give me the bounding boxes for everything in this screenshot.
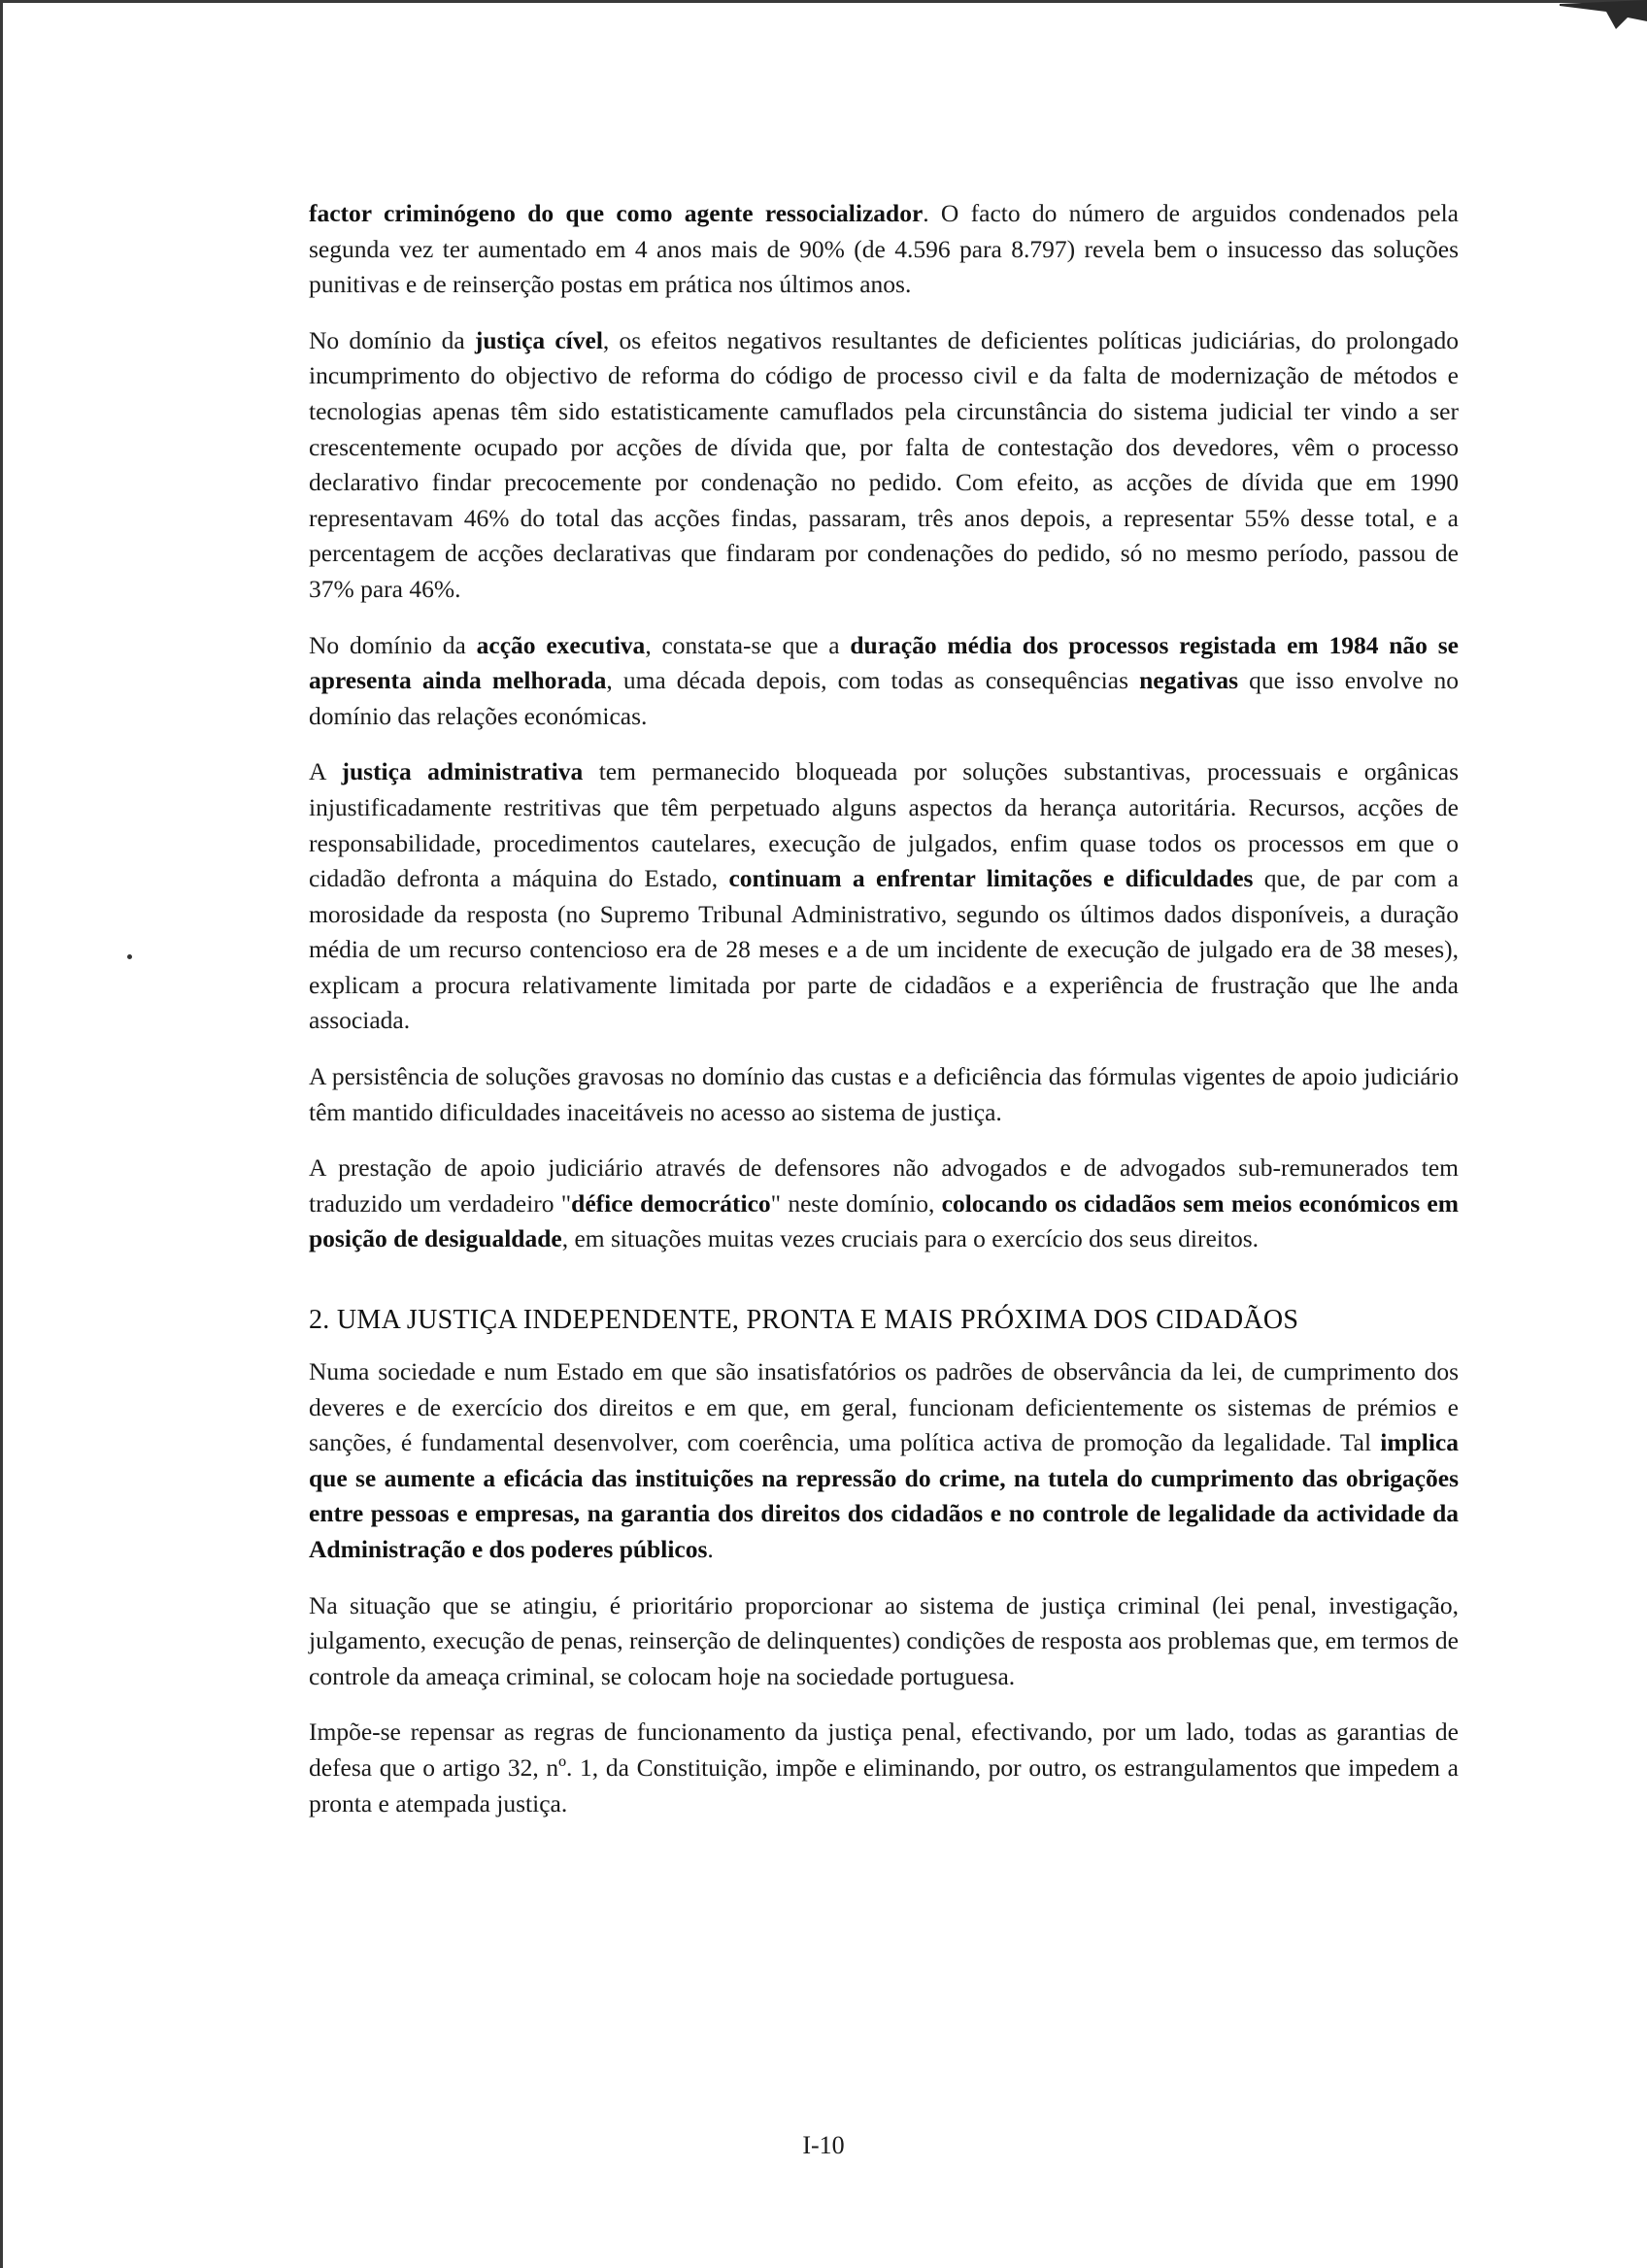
document-body (309, 196, 1459, 1842)
page-number: I-10 (802, 2131, 845, 2159)
paragraph (309, 1059, 1459, 1130)
paragraph (309, 1588, 1459, 1695)
text-segment: Impõe-se repensar as regras de funcionamento da justiça penal, efectivando, por um lado, todas as garantias de defesa que o artigo 32, nº. 1, da Constituição, impõe e eliminando, por outro, os estrangulamentos que impedem a pronta e atempada justiça. (309, 1718, 1459, 1818)
paragraph (309, 628, 1459, 735)
paragraph (309, 1715, 1459, 1821)
text-segment: No domínio da (309, 630, 477, 659)
paragraph (309, 1151, 1459, 1257)
scan-corner-mark (1560, 0, 1647, 39)
text-segment: , constata-se que a (645, 630, 851, 659)
scan-edge-left (0, 0, 12, 2268)
bold-text: acção executiva (476, 630, 646, 659)
paragraph (309, 1354, 1459, 1568)
text-segment: A persistência de soluções gravosas no domínio das custas e a deficiência das fórmulas vigentes de apoio judiciário têm mantido dificuldades inaceitáveis no acesso ao sistema de justiça. (309, 1062, 1459, 1126)
paragraph (309, 754, 1459, 1039)
text-segment: tem permanecido bloqueada por soluções substantivas, processuais e orgânicas injustificadamente restritivas que têm perpetuado alguns aspectos da herança autoritária. Recursos, acções de responsabilidade, procedimentos cautelares, execução de julgados, enfim quase todos os processos em que o cidadão defronta a máquina do Estado, (309, 757, 1459, 893)
bold-text: negativas (1139, 666, 1239, 695)
text-segment: No domínio da (309, 325, 475, 354)
bold-text: factor criminógeno do que como agente ressocializador (309, 199, 924, 227)
text-segment: Numa sociedade e num Estado em que são insatisfatórios os padrões de observância da lei, de cumprimento dos deveres e de exercício dos direitos e em que, em geral, funcionam deficientemente os sistemas de prémios e sanções, é fundamental desenvolver, com coerência, uma política activa de promoção da legalidade. Tal (309, 1357, 1459, 1457)
bold-text: justiça cível (474, 325, 603, 354)
bold-text: implica que se aumente a eficácia das instituições na repressão do crime, na tutela do cumprimento das obrigações entre pessoas e empresas, na garantia dos direitos dos cidadãos e no controle de legalidade da actividade da Administração e dos poderes públicos (309, 1428, 1459, 1563)
text-segment: Na situação que se atingiu, é prioritário proporcionar ao sistema de justiça criminal (lei penal, investigação, julgamento, execução de penas, reinserção de delinquentes) condições de resposta aos problemas que, em termos de controle da ameaça criminal, se colocam hoje na sociedade portuguesa. (309, 1590, 1459, 1690)
scan-edge-top (0, 0, 1647, 14)
bold-text: défice democrático (571, 1188, 771, 1217)
bold-text: continuam a enfrentar limitações e dificuldades (728, 864, 1254, 893)
stray-dot (127, 954, 132, 959)
text-segment: A (309, 757, 342, 786)
text-segment: , uma década depois, com todas as consequências (606, 666, 1140, 695)
paragraph (309, 196, 1459, 303)
bold-text: colocando os cidadãos sem meios económicos em posição de desigualdade (309, 1188, 1459, 1253)
text-segment: , os efeitos negativos resultantes de deficientes políticas judiciárias, do prolongado incumprimento do objectivo de reforma do código de processo civil e da falta de modernização de métodos e tecnologias apenas têm sido estatisticamente camuflados pela circunstância do sistema judicial ter vindo a ser crescentemente ocupado por acções de dívida que, por falta de contestação dos devedores, vêm o processo declarativo findar precocemente por condenação no pedido. Com efeito, as acções de dívida que em 1990 representavam 46% do total das acções findas, passaram, três anos depois, a representar 55% desse total, e a percentagem de acções declarativas que findaram por condenações do pedido, só no mesmo período, passou de 37% para 46%. (309, 325, 1459, 603)
bold-text: justiça administrativa (341, 757, 584, 786)
text-segment: que isso envolve no domínio das relações económicas. (309, 666, 1459, 730)
section-heading: 2. UMA JUSTIÇA INDEPENDENTE, PRONTA E MAIS PRÓXIMA DOS CIDADÃOS (309, 1305, 1299, 1336)
text-segment: . (707, 1535, 714, 1563)
text-segment: que, de par com a morosidade da resposta (no Supremo Tribunal Administrativo, segundo os últimos dados disponíveis, a duração média de um recurso contencioso era de 28 meses e a de um incidente de execução de julgado era de 38 meses), explicam a procura relativamente limitada por parte de cidadãos e a experiência de frustração que lhe anda associada. (309, 864, 1459, 1035)
paragraph (309, 323, 1459, 608)
bold-text: duração média dos processos registada em 1984 não se apresenta ainda melhorada (309, 630, 1459, 695)
text-segment: , em situações muitas vezes cruciais para o exercício dos seus direitos. (561, 1224, 1260, 1253)
text-segment: A prestação de apoio judiciário através de defensores não advogados e de advogados sub-remunerados tem traduzido um verdadeiro " (309, 1153, 1459, 1217)
text-segment: . O facto do número de arguidos condenados pela segunda vez ter aumentado em 4 anos mais de 90% (de 4.596 para 8.797) revela bem o insucesso das soluções punitivas e de reinserção postas em prática nos últimos anos. (309, 199, 1459, 299)
text-segment: " neste domínio, (770, 1188, 942, 1217)
